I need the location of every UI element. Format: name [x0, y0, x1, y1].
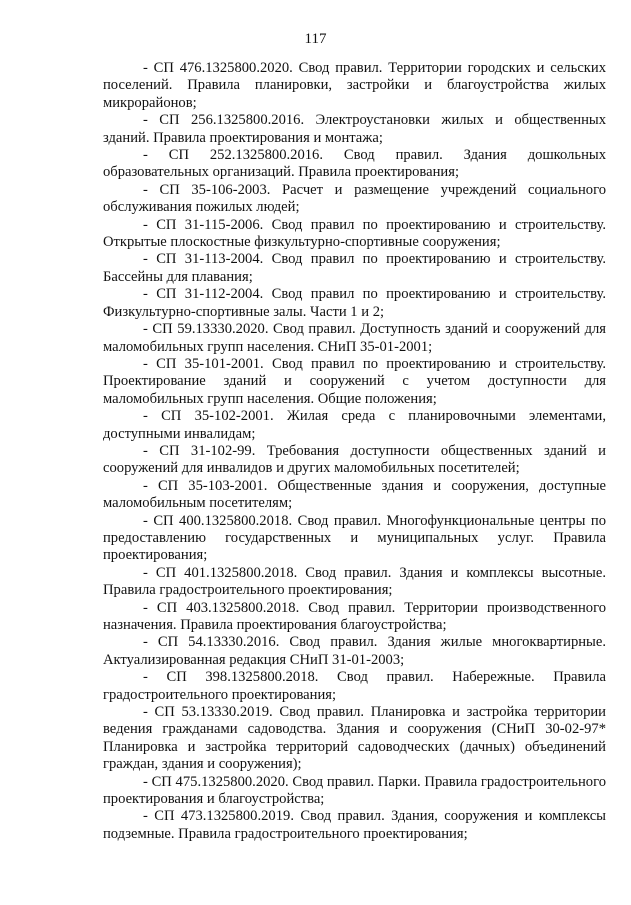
- list-item: - СП 475.1325800.2020. Свод правил. Парки. Правила градостроительного проектирования и благоустройства;: [103, 773, 606, 808]
- list-item: - СП 476.1325800.2020. Свод правил. Территории городских и сельских поселений. Правила планировки, застройки и благоустройства жилых микрорайонов;: [103, 60, 606, 111]
- list-item: - СП 54.13330.2016. Свод правил. Здания жилые многоквартирные. Актуализированная редакция СНиП 31-01-2003;: [103, 634, 606, 668]
- list-item: - СП 59.13330.2020. Свод правил. Доступность зданий и сооружений для маломобильных групп населения. СНиП 35-01-2001;: [103, 321, 606, 355]
- list-item: - СП 401.1325800.2018. Свод правил. Здания и комплексы высотные. Правила градостроительного проектирования;: [103, 564, 606, 599]
- list-item: - СП 252.1325800.2016. Свод правил. Здания дошкольных образовательных организаций. Правила проектирования;: [103, 147, 606, 181]
- list-item: - СП 53.13330.2019. Свод правил. Планировка и застройка территории ведения гражданами садоводства. Здания и сооружения (СНиП 30-02-97* Планировка и застройка территорий садоводческих (дачных) объединений граждан, здания и сооружения);: [103, 704, 606, 773]
- list-item: - СП 35-106-2003. Расчет и размещение учреждений социального обслуживания пожилых людей;: [103, 181, 606, 216]
- list-item: - СП 256.1325800.2016. Электроустановки жилых и общественных зданий. Правила проектирования и монтажа;: [103, 112, 606, 146]
- list-item: - СП 31-112-2004. Свод правил по проектированию и строительству. Физкультурно-спортивные залы. Части 1 и 2;: [103, 286, 606, 320]
- page-number: 117: [304, 31, 327, 47]
- list-item: - СП 398.1325800.2018. Свод правил. Набережные. Правила градостроительного проектирования;: [103, 669, 606, 703]
- list-item: - СП 473.1325800.2019. Свод правил. Здания, сооружения и комплексы подземные. Правила градостроительного проектирования;: [103, 808, 606, 842]
- standards-list: [103, 60, 606, 843]
- list-item: - СП 31-113-2004. Свод правил по проектированию и строительству. Бассейны для плавания;: [103, 251, 606, 285]
- list-item: - СП 35-102-2001. Жилая среда с планировочными элементами, доступными инвалидам;: [103, 408, 606, 442]
- list-item: - СП 35-101-2001. Свод правил по проектированию и строительству. Проектирование зданий и сооружений с учетом доступности для маломобильных групп населения. Общие положения;: [103, 355, 606, 407]
- list-item: - СП 31-115-2006. Свод правил по проектированию и строительству. Открытые плоскостные физкультурно-спортивные сооружения;: [103, 216, 606, 251]
- list-item: - СП 400.1325800.2018. Свод правил. Многофункциональные центры по предоставлению государственных и муниципальных услуг. Правила проектирования;: [103, 512, 606, 564]
- list-item: - СП 31-102-99. Требования доступности общественных зданий и сооружений для инвалидов и других маломобильных посетителей;: [103, 442, 606, 477]
- list-item: - СП 403.1325800.2018. Свод правил. Территории производственного назначения. Правила проектирования благоустройства;: [103, 599, 606, 633]
- list-item: - СП 35-103-2001. Общественные здания и сооружения, доступные маломобильным посетителям;: [103, 477, 606, 512]
